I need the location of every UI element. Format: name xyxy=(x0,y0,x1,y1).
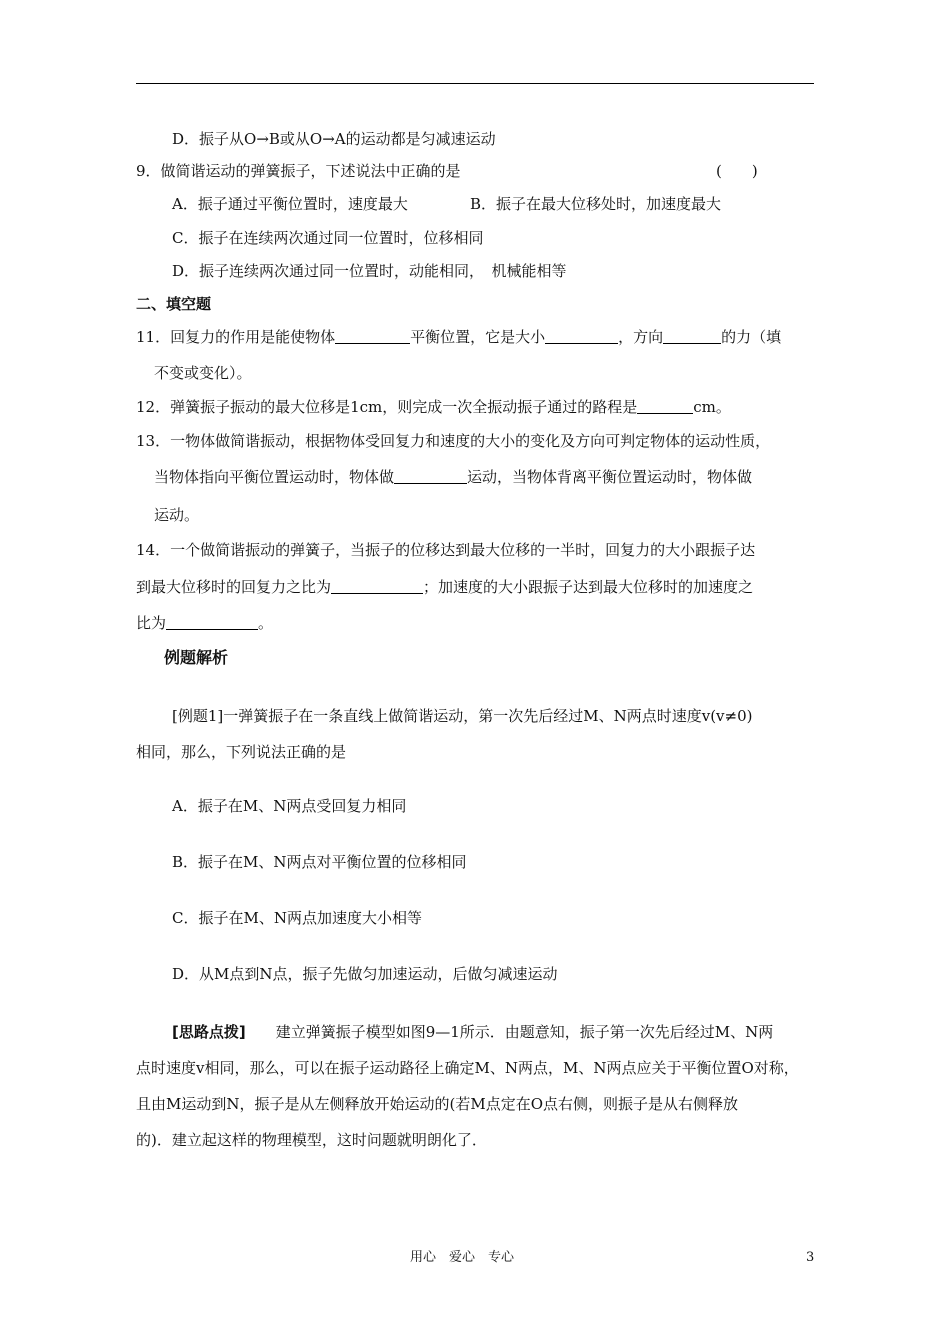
example1-option-b: B．振子在M、N两点对平衡位置的位移相同 xyxy=(172,853,467,871)
q13-line3: 运动。 xyxy=(154,506,200,524)
q11-text-1: 11．回复力的作用是能使物体 xyxy=(136,328,336,346)
hint-line3: 且由M运动到N，振子是从左侧释放开始运动的(若M点定在O点右侧，则振子是从右侧释放 xyxy=(136,1095,738,1113)
q12-text-1: 12．弹簧振子振动的最大位移是1cm，则完成一次全振动振子通过的路程是 xyxy=(136,398,638,416)
example1-option-a: A．振子在M、N两点受回复力相同 xyxy=(172,797,407,815)
section-title-fill-in: 二、填空题 xyxy=(136,295,212,313)
hint-line1 xyxy=(172,1022,773,1042)
q14-line1: 14．一个做简谐振动的弹簧子，当振子的位移达到最大位移的一半时，回复力的大小跟振子达 xyxy=(136,541,756,559)
q12-text-2: cm。 xyxy=(693,398,731,416)
q11-text-4: 的力（填 xyxy=(721,328,782,346)
example1-line2: 相同，那么，下列说法正确的是 xyxy=(136,743,347,761)
q11-blank-1[interactable] xyxy=(335,329,410,344)
q13-line1: 13．一物体做简谐振动，根据物体受回复力和速度的大小的变化及方向可判定物体的运动性质， xyxy=(136,432,771,450)
q8-option-d: D．振子从O→B或从O→A的运动都是匀减速运动 xyxy=(172,130,496,148)
q11-line2: 不变或变化）。 xyxy=(154,364,252,382)
hint-line4: 的)．建立起这样的物理模型，这时问题就明朗化了． xyxy=(136,1131,487,1149)
q9-answer-paren: ( ) xyxy=(716,162,758,180)
q9-option-b: B．振子在最大位移处时，加速度最大 xyxy=(470,195,722,213)
hint-line2: 点时速度v相同，那么，可以在振子运动路径上确定M、N两点，M、N两点应关于平衡位置O对称， xyxy=(136,1059,799,1077)
q14-text-4: 。 xyxy=(258,614,274,632)
hint-text-1: 建立弹簧振子模型如图9—1所示．由题意知，振子第一次先后经过M、N两 xyxy=(275,1023,774,1041)
q12-blank[interactable] xyxy=(637,399,693,414)
q13-text-2: 运动，当物体背离平衡位置运动时，物体做 xyxy=(467,468,753,486)
q9-stem: 9．做简谐运动的弹簧振子，下述说法中正确的是 xyxy=(136,162,461,180)
q11-blank-3[interactable] xyxy=(663,329,721,344)
q13-line2 xyxy=(154,467,752,487)
hint-label: [思路点拨] xyxy=(172,1023,246,1041)
example1-line1: [例题1]一弹簧振子在一条直线上做简谐运动，第一次先后经过M、N两点时速度v(v≠0) xyxy=(172,707,753,725)
q14-blank-2[interactable] xyxy=(166,615,258,630)
q14-text-3: 比为 xyxy=(136,614,167,632)
q11-line1 xyxy=(136,327,781,347)
header-rule xyxy=(136,83,814,84)
page-number: 3 xyxy=(806,1250,815,1265)
q14-line2 xyxy=(136,577,753,597)
q14-blank-1[interactable] xyxy=(331,579,423,594)
footer-motto: 用心 爱心 专心 xyxy=(410,1250,515,1265)
q9-option-c: C．振子在连续两次通过同一位置时，位移相同 xyxy=(172,229,484,247)
q12-line xyxy=(136,397,731,417)
q11-text-3: ，方向 xyxy=(618,328,664,346)
example1-option-d: D．从M点到N点，振子先做匀加速运动，后做匀减速运动 xyxy=(172,965,558,983)
q13-blank[interactable] xyxy=(394,469,467,484)
q11-blank-2[interactable] xyxy=(545,329,618,344)
q14-text-1: 到最大位移时的回复力之比为 xyxy=(136,578,332,596)
q14-text-2: ；加速度的大小跟振子达到最大位移时的加速度之 xyxy=(423,578,754,596)
q13-text-1: 当物体指向平衡位置运动时，物体做 xyxy=(154,468,395,486)
q14-line3 xyxy=(136,613,273,633)
section-title-examples: 例题解析 xyxy=(164,648,229,667)
example1-option-c: C．振子在M、N两点加速度大小相等 xyxy=(172,909,422,927)
q11-text-2: 平衡位置，它是大小 xyxy=(410,328,546,346)
q9-option-d: D．振子连续两次通过同一位置时，动能相同， 机械能相等 xyxy=(172,262,567,280)
q9-option-a: A．振子通过平衡位置时，速度最大 xyxy=(172,195,408,213)
